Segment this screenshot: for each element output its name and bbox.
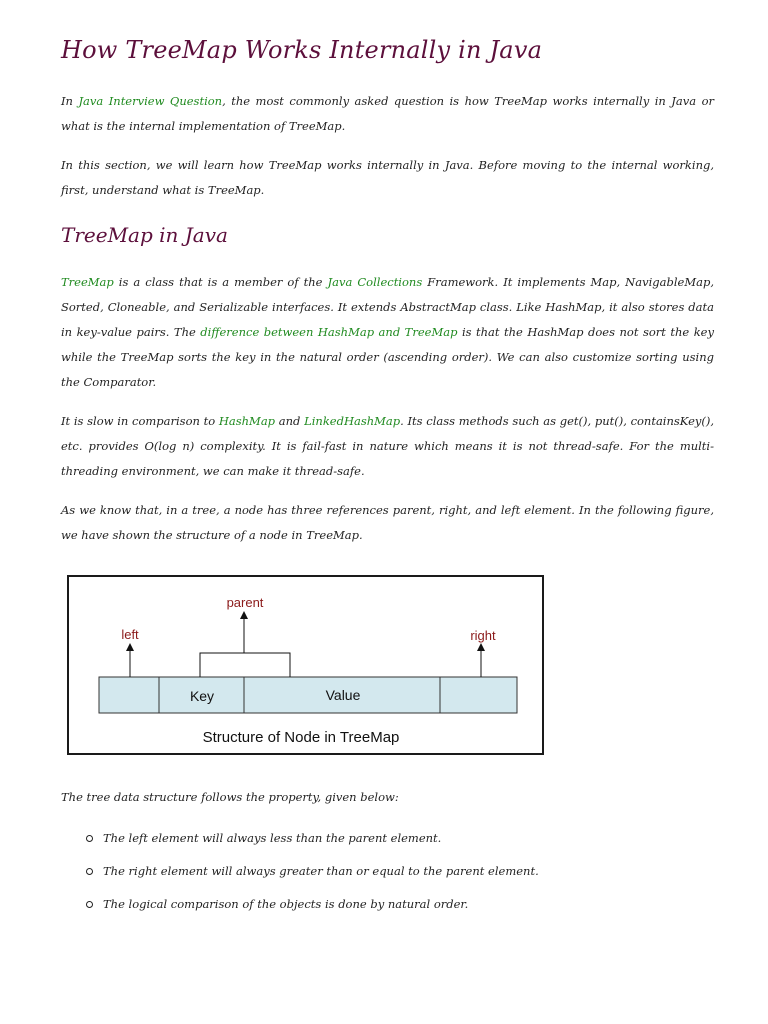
node-structure-figure <box>67 575 544 755</box>
treemap-paragraph-1 <box>61 270 714 395</box>
figure-caption: Structure of Node in TreeMap <box>202 729 400 746</box>
list-item-text: The right element will always greater than or equal to the parent element. <box>103 864 539 878</box>
list-item <box>61 822 539 855</box>
paragraph-text: . Its class methods such as get(), put(), containsKey(), etc. provides O(log n) complexity. It is fail-fast in nature which means it is not thread-safe. For the multi-threading environment, we can make it thread-safe. <box>61 414 715 478</box>
intro-paragraph-2: In this section, we will learn how TreeMap works internally in Java. Before moving to the internal working, first, understand what is TreeMap. <box>61 158 714 197</box>
bullet-icon <box>86 835 93 842</box>
treemap-paragraph-3: As we know that, in a tree, a node has three references parent, right, and left element. In the following figure, we have shown the structure of a node in TreeMap. <box>61 503 714 542</box>
left-label: left <box>121 627 139 642</box>
intro-text: In <box>61 94 79 108</box>
list-item-text: The logical comparison of the objects is done by natural order. <box>103 897 469 911</box>
java-interview-question-link[interactable]: Java Interview Question <box>78 94 223 108</box>
parent-label: parent <box>226 595 264 610</box>
java-collections-link[interactable]: Java Collections <box>327 275 423 289</box>
paragraph-text: Framework. It implements Map, NavigableMap, Sorted, Cloneable, and Serializable interfaces. It extends AbstractMap class. Like HashMap, it also stores data in key-value pairs. The <box>61 275 714 339</box>
page-title: How TreeMap Works Internally in Java <box>61 36 543 64</box>
hashmap-link[interactable]: HashMap <box>218 414 276 428</box>
node-box <box>99 677 517 713</box>
value-cell-label: Value <box>325 687 361 703</box>
list-item-text: The left element will always less than the parent element. <box>103 831 442 845</box>
node-structure-diagram <box>69 577 542 753</box>
right-label: right <box>470 628 496 643</box>
list-item <box>61 855 539 888</box>
intro-text: , the most commonly asked question is how TreeMap works internally in Java or what is the internal implementation of TreeMap. <box>61 94 714 133</box>
parent-bracket <box>200 653 290 677</box>
treemap-link[interactable]: TreeMap <box>61 275 114 289</box>
list-item <box>61 888 539 921</box>
property-intro: The tree data structure follows the property, given below: <box>61 790 399 804</box>
hashmap-vs-treemap-link[interactable]: difference between HashMap and TreeMap <box>200 325 458 339</box>
paragraph-text: and <box>275 414 305 428</box>
property-list <box>61 822 539 921</box>
paragraph-text: It is slow in comparison to <box>61 414 219 428</box>
intro-paragraph-1 <box>61 89 714 139</box>
paragraph-text: is a class that is a member of the <box>113 275 328 289</box>
treemap-paragraph-2 <box>61 409 714 484</box>
paragraph-text: is that the HashMap does not sort the key while the TreeMap sorts the key in the natural order (ascending order). We can also customize sorting using the Comparator. <box>61 325 714 389</box>
linkedhashmap-link[interactable]: LinkedHashMap <box>304 414 401 428</box>
bullet-icon <box>86 868 93 875</box>
key-cell-label: Key <box>189 688 215 704</box>
section-heading: TreeMap in Java <box>61 223 228 247</box>
bullet-icon <box>86 901 93 908</box>
